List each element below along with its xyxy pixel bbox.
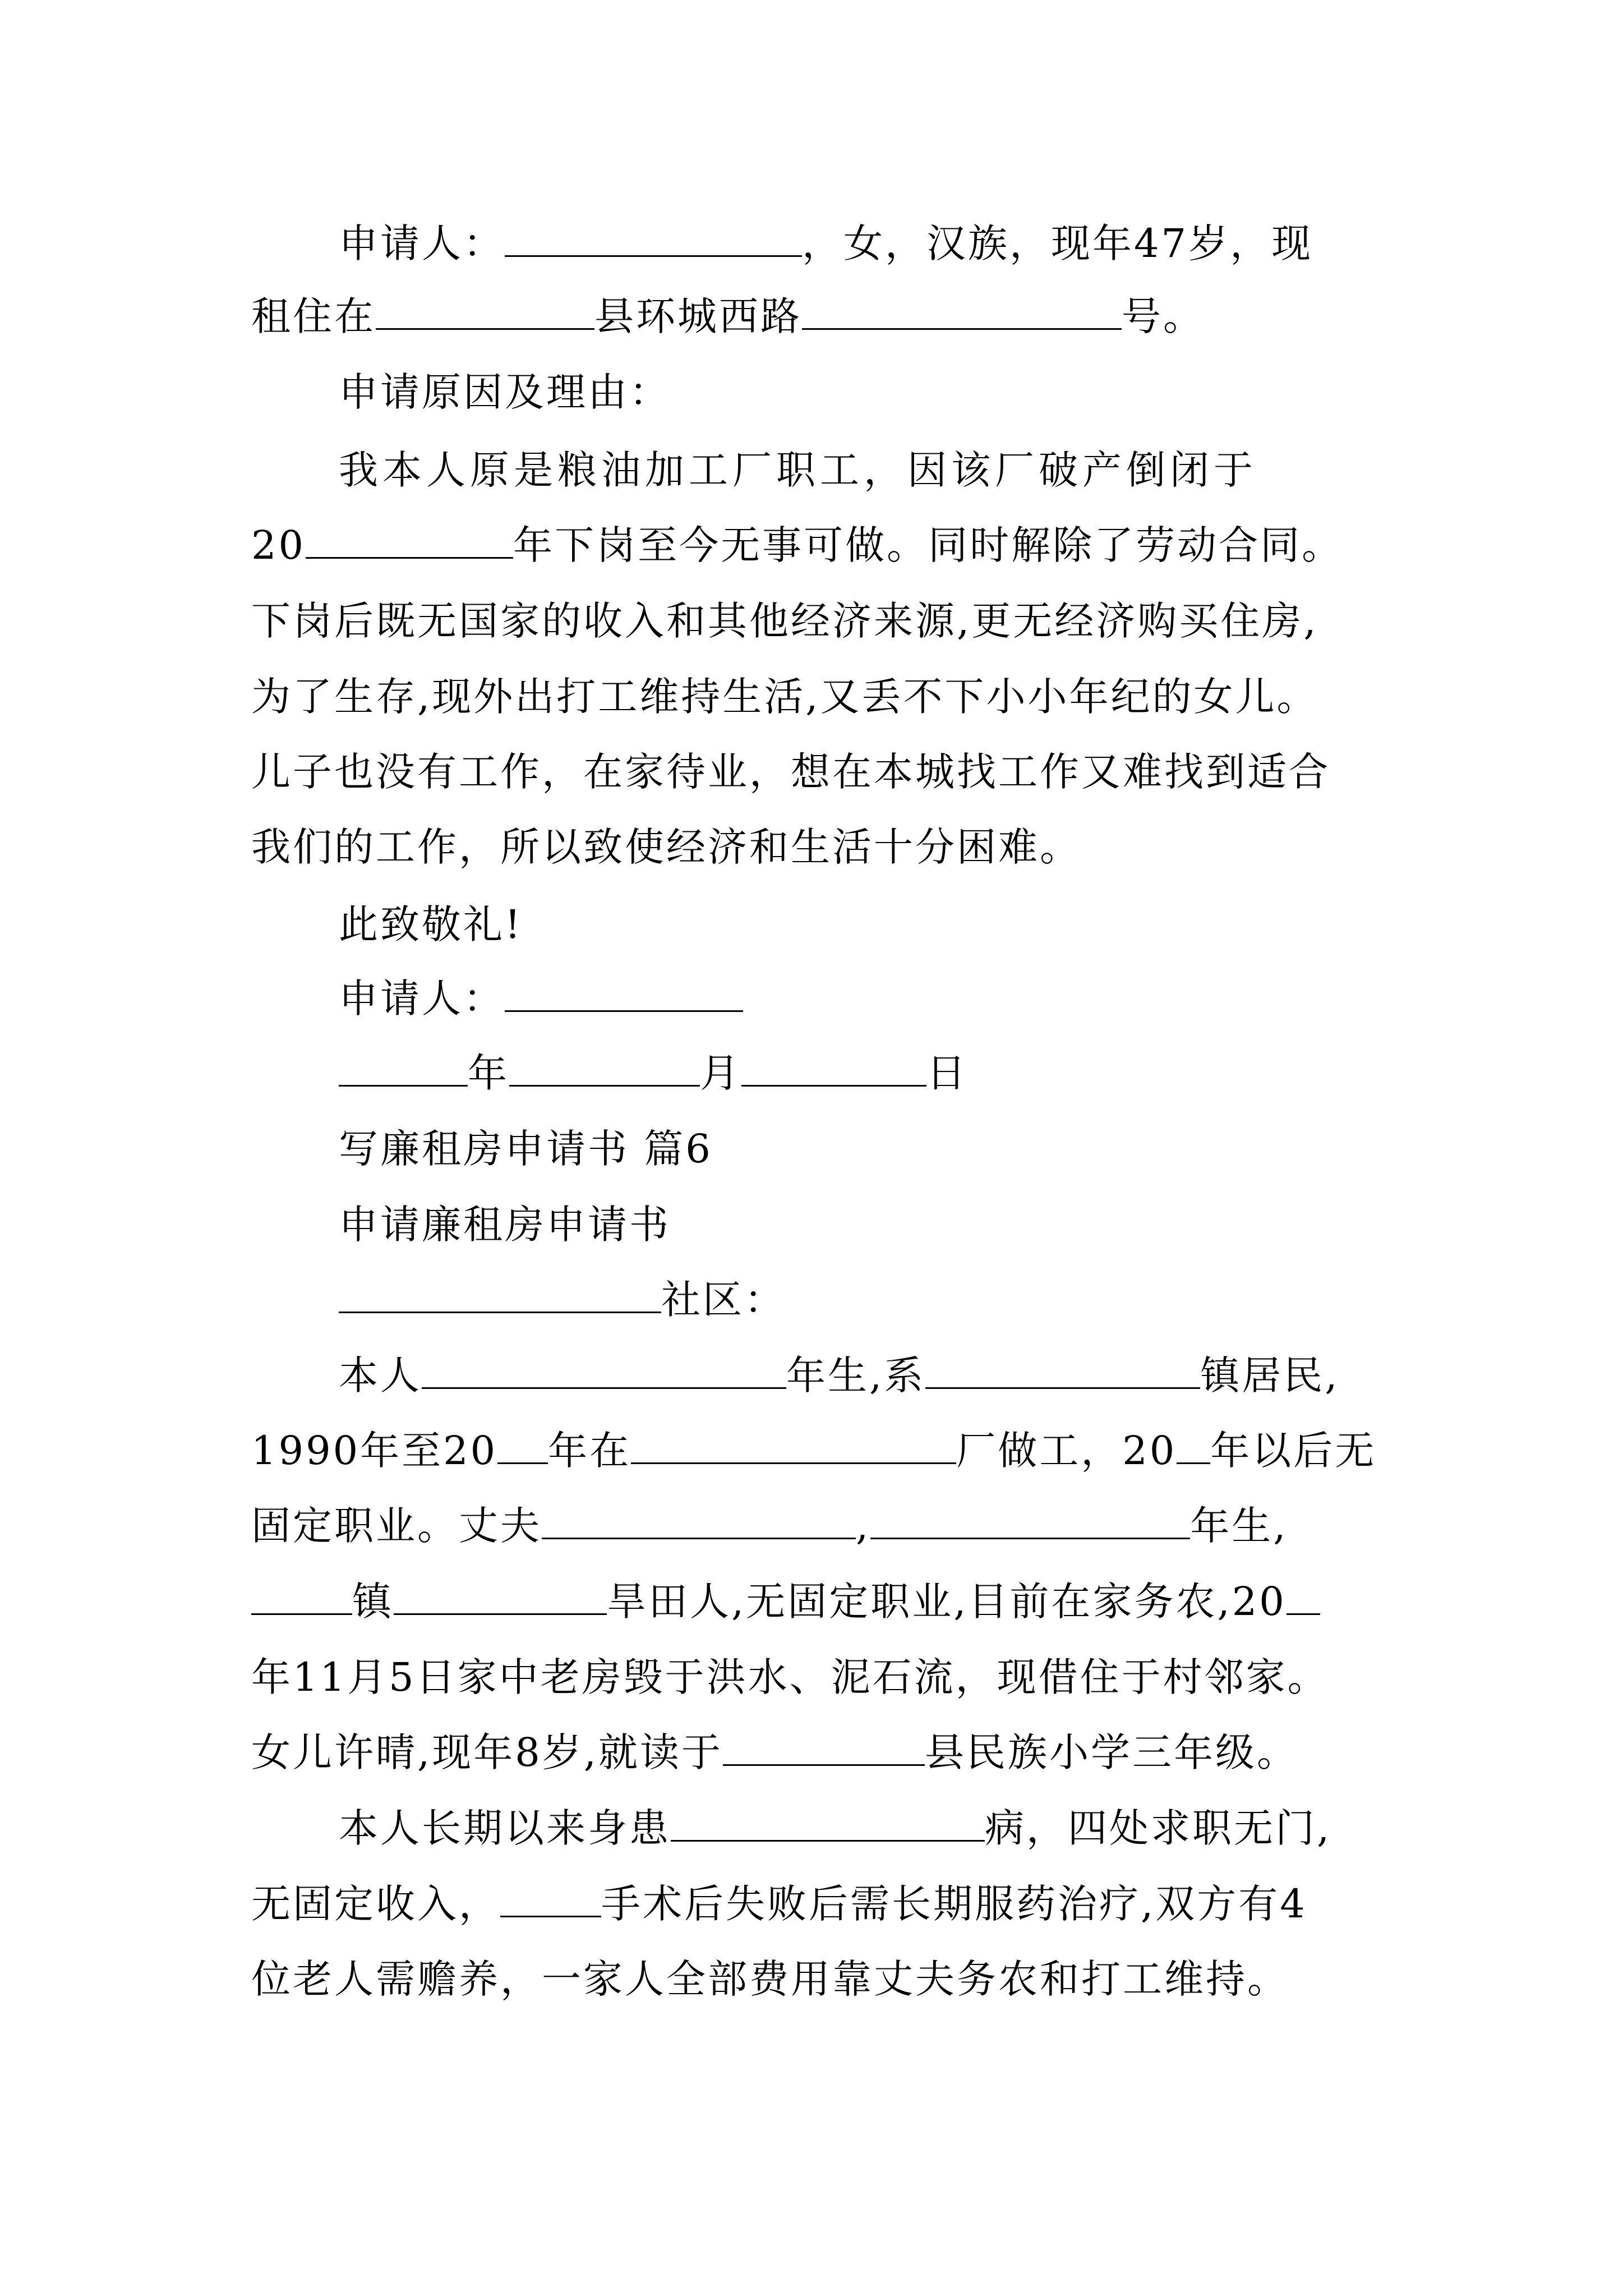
county-blank (723, 1733, 925, 1766)
house-number-blank (802, 297, 1122, 330)
date-line: 年 月 日 (339, 1034, 1472, 1112)
factory-blank (631, 1431, 956, 1464)
closing: 此致敬礼! (339, 901, 523, 947)
blank (500, 1884, 601, 1917)
signer-blank (505, 979, 743, 1012)
husband-name-blank (542, 1506, 856, 1539)
reason-heading: 申请原因及理由： (339, 369, 671, 415)
month-blank (509, 1053, 700, 1087)
year-blank (497, 1431, 548, 1464)
day-blank (741, 1053, 926, 1087)
paragraph-line: 儿子也没有工作，在家待业，想在本城找工作又难找到适合 (251, 749, 1330, 795)
paragraph-line: 我本人原是粮油加工厂职工，因该厂破产倒闭于 (339, 447, 1257, 493)
paragraph-line: 女儿许晴,现年8岁,就读于 县民族小学三年级。 (251, 1729, 1299, 1775)
town-blank (251, 1582, 352, 1615)
village-blank (394, 1582, 607, 1615)
year-blank (306, 526, 513, 559)
addressee-line: 社区： (339, 1260, 1472, 1339)
paragraph-line: 1990年至20 年在 厂做工，20 年以后无 (251, 1428, 1377, 1474)
applicant-name-blank (505, 224, 802, 257)
year-blank (1287, 1582, 1320, 1615)
town-blank (925, 1356, 1200, 1389)
paragraph-line: 年11月5日家中老房毁于洪水、泥石流，现借住于村邻家。 (251, 1654, 1329, 1700)
signer-line: 申请人： (339, 959, 1472, 1038)
birth-year-blank (422, 1356, 786, 1389)
community-blank (339, 1280, 661, 1313)
paragraph-line: 20 年下岗至今无事可做。同时解除了劳动合同。 (251, 522, 1344, 568)
paragraph-line: 无固定收入， 手术后失败后需长期服药治疗,双方有4 (251, 1881, 1307, 1927)
husband-birth-blank (870, 1506, 1190, 1539)
paragraph-line: 为了生存,现外出打工维持生活,又丢不下小小年纪的女儿。 (251, 674, 1318, 720)
paragraph-line: 本人 年生,系 镇居民, (339, 1352, 1340, 1398)
year-blank (1177, 1431, 1210, 1464)
paragraph-line: 下岗后既无国家的收入和其他经济来源,更无经济购买住房, (251, 598, 1318, 644)
applicant-line (339, 204, 1472, 283)
section-title: 写廉租房申请书 篇6 (339, 1126, 713, 1172)
applicant-label: 申请人： (339, 220, 505, 266)
document-title: 申请廉租房申请书 (339, 1202, 671, 1248)
address-line: 租住在 县环城西路 号。 (251, 293, 1205, 339)
illness-blank (671, 1809, 985, 1842)
paragraph-line: 本人长期以来身患 病，四处求职无门, (339, 1805, 1332, 1851)
paragraph-line: 镇 旱田人,无固定职业,目前在家务农,20 (251, 1562, 1384, 1641)
paragraph-line: 固定职业。丈夫 , 年生, (251, 1503, 1288, 1549)
year-blank (339, 1053, 468, 1087)
county-blank (376, 297, 594, 330)
paragraph-line: 位老人需赡养，一家人全部费用靠丈夫务农和打工维持。 (251, 1956, 1289, 2002)
paragraph-line: 我们的工作，所以致使经济和生活十分困难。 (251, 824, 1081, 870)
applicant-info: ，女，汉族，现年47岁，现 (802, 220, 1313, 266)
